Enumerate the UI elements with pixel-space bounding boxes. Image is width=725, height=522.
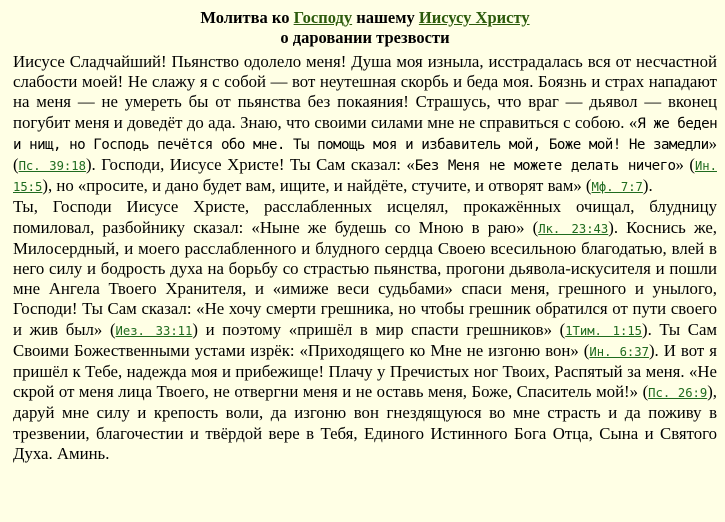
- ref-jn-6-37[interactable]: Ин. 6:37: [589, 344, 649, 359]
- quote-john: Без Меня не можете делать ничего: [414, 158, 676, 175]
- title-line2: о даровании трезвости: [280, 28, 450, 47]
- quote-psalm: Я же беден и нищ, но Господь печётся обо мне. Ты помощь моя и избавитель мой, Боже мой! Не замедли: [13, 115, 718, 153]
- ref-jn-15-5[interactable]: Ин. 15:5: [13, 159, 717, 195]
- ref-ps-26-9[interactable]: Пс. 26:9: [648, 386, 708, 401]
- title-line1: Молитва ко Господу нашему Иисусу Христу: [200, 8, 530, 27]
- paragraph-2: Ты, Господи Иисусе Христе, расслабленных исцелял, прокажённых очищал, блудницу помиловал, разбойнику сказал: «Ныне же будешь со Мною в раю» (Лк. 23:43). Коснись же, Милосердный, и моего расслабленного и блудного сердца Своею всесильною благодатью, влей в него силу и бодрость духа на борьбу со страстью пьянства, прогони дьявола-искусителя и пошли мне Ангела Твоего Хранителя, и «имиже веси судьбами» спаси меня, грешного и унылого, Господи! Ты Сам сказал: «Не хочу смерти грешника, но чтобы грешник обратился от пути своего и жив был» (Иез. 33:11) и поэтому «пришёл в мир спасти грешников» (1Тим. 1:15). Ты Сам Своими Божественными устами изрёк: «Приходящего ко Мне не изгоню вон» (Ин. 6:37). И вот я пришёл к Тебе, надежда моя и прибежище! Плачу у Пречистых ног Твоих, Распятый за меня. «Не скрой от меня лица Твоего, не отвергни меня и не оставь меня, Боже, Спаситель мой!» (Пс. 26:9), даруй мне силу и крепость воли, да изгоню вон гнездящуюся во мне страсть и да поживу в трезвении, благочестии и твёрдой вере в Тебя, Единого Истинного Бога Отца, Сына и Святого Духа. Аминь.: [13, 197, 718, 463]
- ref-ps-39-18[interactable]: Пс. 39:18: [18, 159, 86, 174]
- ref-1tim-1-15[interactable]: 1Тим. 1:15: [565, 323, 643, 338]
- ref-lk-23-43[interactable]: Лк. 23:43: [538, 221, 609, 236]
- prayer-title: [13, 8, 717, 48]
- ref-mt-7-7[interactable]: Мф. 7:7: [591, 180, 643, 195]
- ref-ez-33-11[interactable]: Иез. 33:11: [115, 323, 193, 338]
- prayer-body: [13, 52, 717, 464]
- link-jesus-christ[interactable]: Иисусу Христу: [418, 8, 530, 27]
- link-lord[interactable]: Господу: [293, 8, 353, 27]
- paragraph-1: Иисусе Сладчайший! Пьянство одолело меня! Душа моя изныла, исстрадалась вся от несчастной слабости моей! Не слажу я с собой — вот неутешная скорбь и беда моя. Боязнь и страх нападают на меня — не умереть бы от пьянства без покаяния! Страшусь, что враг — дьявол — вконец погубит меня и доведёт до ада. Знаю, что своими силами мне не справиться с собою. «Я же беден и нищ, но Господь печётся обо мне. Ты помощь моя и избавитель мой, Боже мой! Не замедли» (Пс. 39:18). Господи, Иисусе Христе! Ты Сам сказал: «Без Меня не можете делать ничего» (Ин. 15:5), но «просите, и дано будет вам, ищите, и найдёте, стучите, и отворят вам» (Мф. 7:7).: [13, 52, 718, 196]
